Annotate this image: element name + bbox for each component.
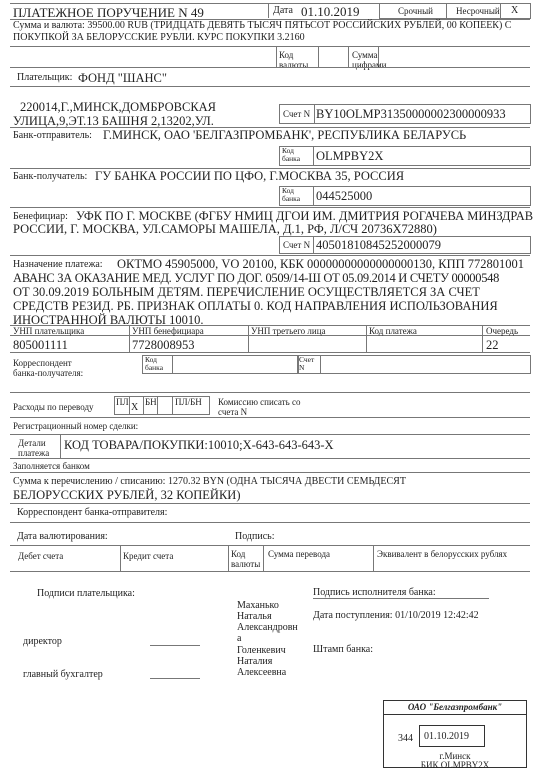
- divider: [129, 325, 130, 352]
- divider: [313, 186, 314, 205]
- currency-code-label: Код валюты: [279, 50, 309, 70]
- beneficiary-account-label: Счет N: [283, 240, 311, 250]
- priority-label: Очередь: [486, 326, 519, 336]
- receiver-bank-code: 044525000: [316, 189, 373, 203]
- expenses-selected-mark: X: [131, 402, 139, 413]
- director-signature-line: [150, 645, 200, 646]
- divider: [228, 545, 229, 571]
- divider: [248, 325, 249, 352]
- unp-payer: 805001111: [13, 338, 68, 352]
- divider: [172, 396, 173, 414]
- row-line: [10, 67, 530, 68]
- divider: [373, 545, 374, 571]
- sender-bank-code: OLMPBY2X: [316, 149, 384, 163]
- payer-label: Плательщик:: [17, 72, 73, 83]
- divider: [482, 325, 483, 352]
- expenses-plbn: ПЛ/БН: [175, 397, 202, 407]
- chief-accountant-label: главный бухгалтер: [23, 669, 103, 680]
- commission-label: Комиссию списать со счета N: [218, 397, 301, 417]
- beneficiary-label: Бенефициар:: [13, 211, 68, 222]
- sender-bank-code-label: Код банка: [282, 146, 301, 163]
- accountant-name: Голенкевич Наталия Алексеевна: [237, 645, 287, 678]
- divider: [268, 3, 269, 18]
- receiver-bank-name: ГУ БАНКА РОССИИ ПО ЦФО, Г.МОСКВА 35, РОССИЯ: [95, 169, 405, 183]
- correspondent-label: Корреспондент банка-получателя:: [13, 358, 84, 378]
- divider: [348, 46, 349, 67]
- unp-third-party-label: УНП третьего лица: [251, 326, 326, 336]
- row-line: [10, 571, 530, 572]
- row-line: [10, 46, 530, 47]
- payer-account-label: Счет N: [283, 109, 311, 119]
- director-name: Маханько Наталья Александровн а: [237, 600, 298, 644]
- document-date: 01.10.2019: [301, 4, 360, 19]
- row-line: [10, 503, 530, 504]
- sender-correspondent-label: Корреспондент банка-отправителя:: [17, 507, 168, 518]
- unp-beneficiary-label: УНП бенефициара: [132, 326, 204, 336]
- divider: [143, 396, 144, 414]
- expenses-label: Расходы по переводу: [13, 402, 94, 412]
- divider: [313, 146, 314, 165]
- receiver-bank-label: Банк-получатель:: [13, 171, 88, 182]
- payment-code-label: Код платежа: [369, 326, 417, 336]
- payer-account-number: BY10OLMP31350000002300000933: [316, 107, 506, 121]
- row-line: [10, 86, 530, 87]
- correspondent-bank-code-label: Код банка: [145, 355, 164, 372]
- priority: 22: [486, 338, 499, 352]
- receiver-bank-code-label: Код банка: [282, 186, 301, 203]
- bank-fill-label: Заполняется банком: [13, 461, 90, 471]
- sum-digits-label: Сумма цифрами: [352, 50, 387, 70]
- beneficiary-line1: УФК ПО Г. МОСКВЕ (ФГБУ НМИЦ ДГОИ ИМ. ДМИТРИЯ РОГАЧЕВА МИНЗДРАВ: [76, 209, 534, 223]
- stamp-number: 344: [398, 733, 413, 744]
- beneficiary-line2: РОССИИ, Г. МОСКВА, УЛ.САМОРЫ МАШЕЛА, Д.1, РФ, Л/СЧ 20736Х72880): [13, 222, 437, 236]
- non-urgent-mark: X: [511, 5, 519, 16]
- table-currency-code-label: Код валюты: [231, 549, 261, 569]
- divider: [446, 3, 447, 18]
- director-label: директор: [23, 636, 62, 647]
- divider: [60, 434, 61, 458]
- row-line: [10, 255, 530, 256]
- row-line: [10, 472, 530, 473]
- purpose-line2: АВАНС ЗА ОКАЗАНИЕ МЕД. УСЛУГ ПО ДОГ. 0509/14-Ш ОТ 05.09.2014 И СЧЕТУ 00000548: [13, 271, 500, 285]
- correspondent-bank-code-box: [142, 355, 299, 374]
- expenses-pl: ПЛ: [116, 397, 129, 407]
- transfer-amount-line2: БЕЛОРУССКИХ РУБЛЕЙ, 32 КОПЕЙКИ): [13, 488, 241, 502]
- divider: [172, 355, 173, 373]
- stamp-line: [384, 714, 526, 715]
- divider: [157, 396, 158, 414]
- payer-address-line1: 220014,Г.,МИНСК,ДОМБРОВСКАЯ: [20, 100, 217, 114]
- divider: [276, 46, 277, 67]
- document-title: ПЛАТЕЖНОЕ ПОРУЧЕНИЕ N 49: [13, 5, 204, 20]
- bank-stamp-label: Штамп банка:: [313, 644, 373, 655]
- transfer-amount-line1: Сумма к перечислению / списанию: 1270.32 BYN (ОДНА ТЫСЯЧА ДВЕСТИ СЕМЬДЕСЯТ: [13, 476, 406, 487]
- receipt-date: Дата поступления: 01/10/2019 12:42:42: [313, 610, 479, 621]
- beneficiary-account-number: 40501810845252000079: [316, 238, 441, 252]
- divider: [313, 236, 314, 253]
- divider: [320, 355, 321, 373]
- sender-bank-name: Г.МИНСК, ОАО 'БЕЛГАЗПРОМБАНК', РЕСПУБЛИКА БЕЛАРУСЬ: [103, 128, 467, 142]
- purpose-line3: ОТ 30.09.2019 БОЛЬНЫМ ДЕТЯМ. ПЕРЕЧИСЛЕНИЕ ОСУЩЕСТВЛЯЕТСЯ ЗА СЧЕТ: [13, 285, 480, 299]
- divider: [263, 545, 264, 571]
- row-line: [10, 522, 530, 523]
- row-line: [10, 207, 530, 208]
- valuation-date-label: Дата валютирования:: [17, 531, 108, 542]
- credit-account-label: Кредит счета: [123, 551, 174, 561]
- accountant-signature-line: [150, 678, 200, 679]
- stamp-city: г.Минск: [439, 751, 471, 761]
- divider: [129, 396, 130, 414]
- purpose-label: Назначение платежа:: [13, 259, 103, 270]
- transfer-sum-label: Сумма перевода: [268, 549, 331, 559]
- divider: [366, 325, 367, 352]
- purpose-line4: СРЕДСТВ РЕЗИД. РБ. ПРИЗНАК ОПЛАТЫ 0. КОД НАПРАВЛЕНИЯ ИСПОЛЬЗОВАНИЯ: [13, 299, 498, 313]
- correspondent-account-box: [297, 355, 531, 374]
- payment-details-value: КОД ТОВАРА/ПОКУПКИ:10010;X-643-643-643-X: [64, 438, 334, 452]
- payer-address-line2: УЛИЦА,9,ЭТ.13 БАШНЯ 2,13202,УЛ.: [13, 114, 214, 128]
- correspondent-account-label: Счет N: [299, 355, 315, 372]
- amount-currency-line1: Сумма и валюта: 39500.00 RUB (ТРИДЦАТЬ ДЕВЯТЬ ТЫСЯЧ ПЯТЬСОТ РОССИЙСКИХ РУБЛЕЙ, 00 КОПЕЕК) С: [13, 20, 512, 31]
- bank-stamp: [383, 700, 527, 768]
- non-urgent-label: Несрочный: [456, 6, 500, 16]
- urgent-label: Срочный: [398, 6, 433, 16]
- divider: [318, 46, 319, 67]
- debit-account-label: Дебет счета: [18, 551, 64, 561]
- byn-equivalent-label: Эквивалент в белорусских рублях: [377, 549, 508, 559]
- amount-currency-line2: ПОКУПКОЙ ЗА БЕЛОРУССКИЕ РУБЛИ. КУРС ПОКУПКИ 3.2160: [13, 32, 305, 43]
- row-line: [10, 417, 530, 418]
- date-label: Дата: [273, 5, 293, 16]
- payment-details-label: Детали платежа: [18, 438, 50, 458]
- stamp-date: 01.10.2019: [424, 731, 469, 742]
- stamp-bank-name: ОАО "Белгазпромбанк": [407, 702, 503, 712]
- executor-signature-line: [313, 598, 489, 599]
- divider: [500, 3, 501, 18]
- purpose-line1: ОКТМО 45905000, VO 20100, КБК 00000000000000000130, КПП 772801001: [117, 257, 525, 271]
- unp-beneficiary: 7728008953: [132, 338, 195, 352]
- stamp-bic: БИК OLMPBY2X: [420, 760, 490, 770]
- expenses-bn: БН: [145, 397, 157, 407]
- row-line: [10, 545, 530, 546]
- row-line: [10, 392, 530, 393]
- signature-label: Подпись:: [235, 531, 275, 542]
- sender-bank-label: Банк-отправитель:: [13, 130, 92, 141]
- row-line: [10, 458, 530, 459]
- row-line: [10, 352, 530, 353]
- registration-label: Регистрационный номер сделки:: [13, 421, 139, 431]
- divider: [314, 104, 315, 123]
- executor-signature-label: Подпись исполнителя банка:: [313, 587, 436, 598]
- row-line: [10, 434, 530, 435]
- purpose-line5: ИНОСТРАННОЙ ВАЛЮТЫ 10010.: [13, 313, 204, 327]
- payer-signatures-label: Подписи плательщика:: [37, 588, 135, 599]
- payer-name: ФОНД "ШАНС": [78, 71, 167, 85]
- divider: [120, 545, 121, 571]
- unp-payer-label: УНП плательщика: [13, 326, 85, 336]
